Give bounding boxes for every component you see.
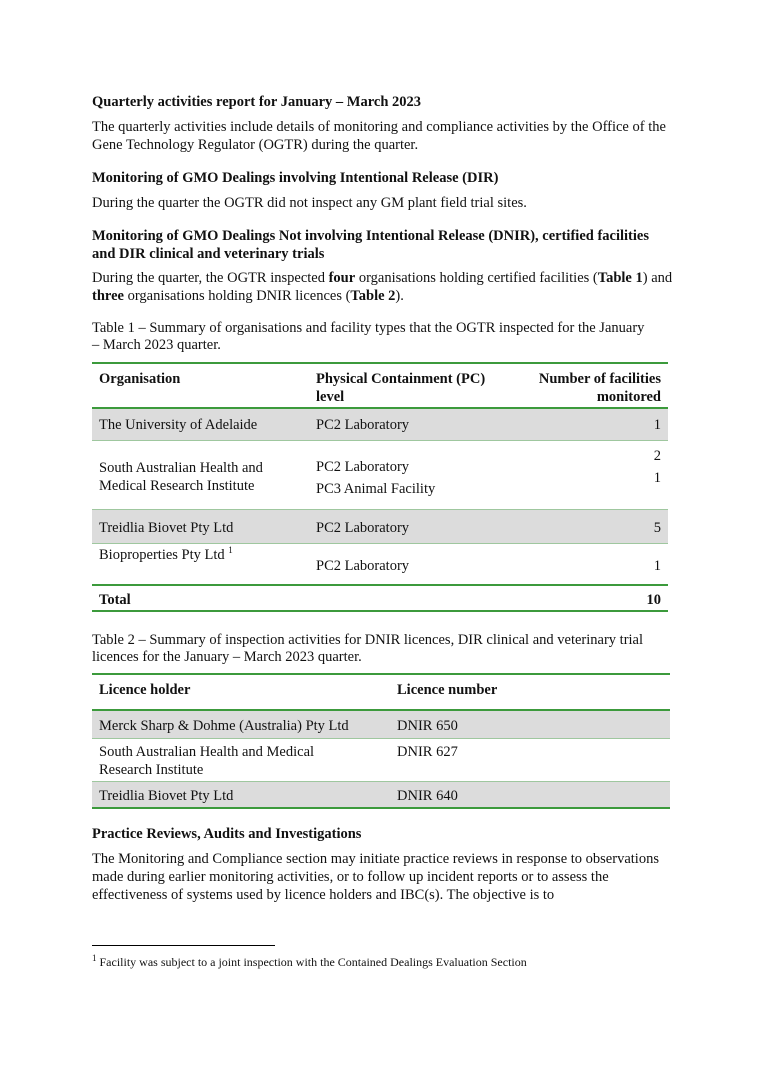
table1-cell-organisation: South Australian Health and Medical Research Institute: [99, 460, 263, 494]
table1-cell-level: PC2 Laboratory: [316, 520, 410, 536]
table1-cell-level: PC3 Animal Facility: [316, 481, 436, 497]
dnir-bold-table1: Table 1: [597, 270, 643, 286]
table1-row-rule: [92, 543, 668, 544]
table2-header-number: Licence number: [397, 682, 498, 698]
dir-heading: Monitoring of GMO Dealings involving Intentional Release (DIR): [92, 170, 499, 186]
table2-header-holder: Licence holder: [99, 682, 191, 698]
dnir-text-1: During the quarter, the OGTR inspected: [92, 270, 329, 286]
table2-cell-number: DNIR 650: [397, 718, 458, 734]
table2-caption: Table 2 – Summary of inspection activities for DNIR licences, DIR clinical and veterinary trial licences for the January – March 2023 quarter.: [92, 632, 644, 665]
table1-org-name: Bioproperties Pty Ltd: [99, 547, 225, 563]
dir-paragraph: During the quarter the OGTR did not inspect any GM plant field trial sites.: [92, 195, 527, 211]
dnir-text-3: ) and: [642, 270, 673, 286]
table1-top-rule: [92, 362, 668, 364]
footnote: [92, 955, 527, 969]
table1-row-rule: [92, 440, 668, 441]
table1-cell-organisation: The University of Adelaide: [99, 417, 258, 433]
table2-cell-number: DNIR 640: [397, 788, 458, 804]
practice-paragraph: The Monitoring and Compliance section may initiate practice reviews in response to observations made during earlier monitoring activities, or to follow up incident reports or to assess the effectiveness of systems used by licence holders and IBC(s). The objective is to: [92, 851, 659, 903]
table2-cell-holder: Merck Sharp & Dohme (Australia) Pty Ltd: [99, 718, 349, 734]
table2-cell-holder: Treidlia Biovet Pty Ltd: [99, 788, 234, 804]
table1-total-label: Total: [99, 592, 131, 608]
table1-header-pc-level: Physical Containment (PC) level: [316, 371, 486, 405]
table1-cell-organisation: Treidlia Biovet Pty Ltd: [99, 520, 234, 536]
table1-cell-count: 1: [653, 417, 661, 433]
table2-row-rule: [92, 738, 670, 739]
table1-total-value: 10: [646, 592, 661, 608]
dnir-bold-table2: Table 2: [350, 288, 396, 304]
table1-caption: Table 1 – Summary of organisations and facility types that the OGTR inspected for the January – March 2023 quarter.: [92, 320, 645, 353]
report-title: Quarterly activities report for January – March 2023: [92, 94, 422, 110]
dnir-bold-four: four: [328, 270, 356, 286]
table1-cell-count: 1: [653, 558, 661, 574]
table1-cell-count: 5: [653, 520, 661, 536]
dnir-text-4: organisations holding DNIR licences (: [123, 288, 351, 304]
intro-paragraph: The quarterly activities include details of monitoring and compliance activities by the Office of the Gene Technology Regulator (OGTR) during the quarter.: [92, 119, 666, 153]
table1-header-organisation: Organisation: [99, 371, 181, 387]
footnote-marker: 1: [92, 953, 97, 963]
table2-top-rule: [92, 673, 670, 675]
table2-bottom-rule: [92, 807, 670, 809]
table1-cell-level: PC2 Laboratory: [316, 417, 410, 433]
table1-bottom-rule: [92, 610, 668, 612]
table1-cell-count: 2: [653, 448, 661, 464]
dnir-bold-three: three: [92, 288, 124, 304]
dnir-text-5: ).: [395, 288, 404, 304]
table1-cell-level: PC2 Laboratory: [316, 459, 410, 475]
table1-total-rule: [92, 584, 668, 586]
footnote-separator: [92, 945, 275, 946]
dnir-heading: Monitoring of GMO Dealings Not involving Intentional Release (DNIR), certified facilities and DIR clinical and veterinary trials: [92, 228, 649, 262]
dnir-paragraph: [92, 269, 674, 305]
footnote-text: Facility was subject to a joint inspection with the Contained Dealings Evaluation Section: [99, 955, 527, 969]
table2-cell-holder: South Australian Health and Medical Research Institute: [99, 744, 315, 778]
dnir-text-2: organisations holding certified facilities (: [355, 270, 598, 286]
practice-heading: Practice Reviews, Audits and Investigations: [92, 826, 362, 842]
table2-cell-number: DNIR 627: [397, 744, 458, 760]
table1-cell-organisation: [99, 546, 233, 564]
table1-header-count: Number of facilities monitored: [538, 371, 661, 405]
table1-cell-count: 1: [653, 470, 661, 486]
table1-cell-level: PC2 Laboratory: [316, 558, 410, 574]
footnote-ref: 1: [228, 545, 233, 556]
